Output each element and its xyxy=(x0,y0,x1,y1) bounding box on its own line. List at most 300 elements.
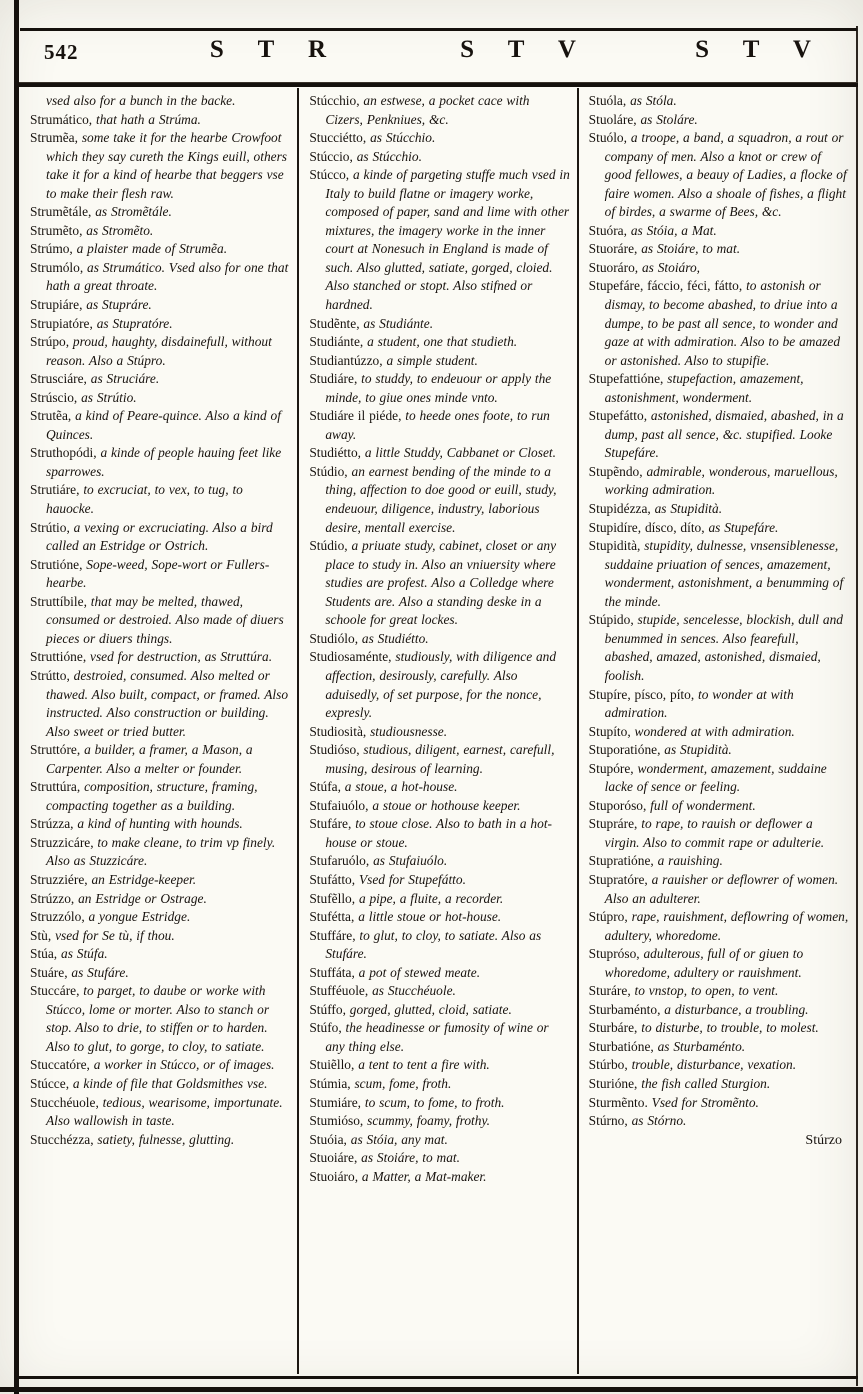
entry-definition: rape, rauishment, deflowring of women, adultery, whoredome. xyxy=(604,909,849,943)
entry-headword: Stúffo, xyxy=(309,1001,350,1017)
entry-definition: a rauisher or deflowrer of women. Also an adulterer. xyxy=(604,871,839,906)
dictionary-entry xyxy=(30,296,291,315)
entry-headword: Stúmia, xyxy=(309,1075,355,1091)
dictionary-entry xyxy=(589,111,850,130)
dictionary-entry xyxy=(589,945,850,982)
entry-definition: a pot of stewed meate. xyxy=(358,964,481,980)
entry-headword: Struttióne, xyxy=(30,649,91,665)
dictionary-entry xyxy=(589,1075,850,1094)
dictionary-entry xyxy=(309,352,570,371)
entry-definition: a stoue or hothouse keeper. xyxy=(372,797,521,813)
entry-definition: as Stromẽtále. xyxy=(95,204,172,220)
dictionary-entry xyxy=(30,92,291,111)
entry-definition: a builder, a framer, a Mason, a Carpenter. Also a melter or founder. xyxy=(46,742,253,776)
dictionary-entry xyxy=(30,871,291,890)
dictionary-entry xyxy=(309,166,570,314)
entry-headword: Stúcce, xyxy=(30,1075,73,1091)
entry-definition: gorged, glutted, cloid, satiate. xyxy=(349,1001,512,1017)
entry-definition: a kind of Peare-quince. Also a kind of Quinces. xyxy=(46,408,281,442)
dictionary-entry xyxy=(30,444,291,481)
entry-definition: a kinde of file that Goldsmithes vse. xyxy=(72,1075,268,1091)
entry-headword: Strútto, xyxy=(30,667,74,683)
dictionary-entry xyxy=(589,871,850,908)
column-header-stv-2: S T V xyxy=(695,36,825,63)
entry-definition: as Sturbaménto. xyxy=(657,1038,746,1054)
entry-definition: stupide, sencelesse, blockish, dull and benummed in sences. Also fearefull, abashed, amazed, astonished, dismaied, foolish. xyxy=(604,612,843,683)
entry-headword: Stufátto, xyxy=(309,871,359,887)
entry-headword: Stupẽndo, xyxy=(588,463,647,479)
dictionary-entry xyxy=(30,370,291,389)
dictionary-entry xyxy=(30,1075,291,1094)
entry-headword: Stúfa, xyxy=(309,779,345,795)
entry-definition: a vexing or excruciating. Also a bird called an Estridge or Ostrich. xyxy=(46,519,273,554)
dictionary-entry xyxy=(30,648,291,667)
entry-headword: Strupiáre, xyxy=(30,297,87,313)
entry-headword: Stuporóso, xyxy=(588,797,651,813)
entry-headword: Studẽnte, xyxy=(309,315,364,331)
entry-headword: Stupratióne, xyxy=(588,853,658,869)
entry-headword: Stumiáre, xyxy=(309,1094,365,1110)
entry-headword: Strusciáre, xyxy=(30,371,91,387)
entry-definition: as Stoiáro, xyxy=(641,259,701,275)
dictionary-entry xyxy=(309,129,570,148)
entry-headword: Strutióne, xyxy=(30,556,87,572)
dictionary-entry xyxy=(309,723,570,742)
entry-headword: Strumẽtále, xyxy=(30,204,96,220)
entry-headword: Stufaiuólo, xyxy=(309,797,373,813)
column-header-str: S T R xyxy=(209,36,341,63)
entry-headword: Sturbatióne, xyxy=(588,1038,658,1054)
dictionary-entry xyxy=(589,1038,850,1057)
entry-definition: as Stórno. xyxy=(631,1113,687,1129)
entry-headword: Sturbáre, xyxy=(588,1020,642,1036)
entry-definition: to excruciat, to vex, to tug, to hauocke. xyxy=(46,482,243,517)
dictionary-entry xyxy=(30,982,291,1056)
entry-headword: Stuiẽllo, xyxy=(309,1057,359,1073)
entry-headword: Stumióso, xyxy=(309,1113,368,1129)
entry-definition: admirable, wonderous, maruellous, working admiration. xyxy=(604,463,838,498)
entry-definition: vsed for destruction, as Struttúra. xyxy=(90,649,273,665)
entry-definition: studiously, with diligence and affection, desirously, carefully. Also aduisedly, of set purpose, for the nonce, expresly. xyxy=(325,649,557,721)
entry-headword: Studiánte, xyxy=(309,334,368,350)
dictionary-entry xyxy=(309,407,570,444)
entry-definition: as Stupratóre. xyxy=(96,315,173,331)
entry-headword: Strúscio, xyxy=(30,389,82,405)
entry-definition: a priuate study, cabinet, closet or any place to study in. Also an vniuersity where studies are profest. Also a Colledge where Students are. Also a standing deske in a schoole for great lockes. xyxy=(325,538,557,628)
dictionary-entry xyxy=(30,111,291,130)
entry-definition: that may be melted, thawed, consumed or destroied. Also made of diuers pieces or diuers things. xyxy=(46,593,284,646)
entry-definition: as Stúcchio. xyxy=(356,148,422,164)
entry-headword: Stuóia, xyxy=(309,1131,351,1147)
entry-definition: as Stupidità. xyxy=(664,742,732,758)
dictionary-entry xyxy=(589,129,850,222)
entry-headword: Stuoiáro, xyxy=(309,1168,362,1184)
dictionary-entry xyxy=(30,908,291,927)
header-rule xyxy=(19,82,858,87)
entry-definition: as Stromẽto. xyxy=(86,222,154,238)
entry-headword: Struzziére, xyxy=(30,871,92,887)
entry-headword: Studiáre, xyxy=(309,371,362,387)
entry-headword: Studióso, xyxy=(309,742,364,758)
entry-headword: Stuóla, xyxy=(588,93,631,108)
dictionary-entry xyxy=(30,778,291,815)
entry-definition: satiety, fulnesse, glutting. xyxy=(97,1131,235,1147)
entry-headword: Struttúra, xyxy=(30,779,85,795)
dictionary-entry xyxy=(589,982,850,1001)
entry-headword: Stuffáta, xyxy=(309,964,359,980)
dictionary-entry xyxy=(589,1094,850,1113)
entry-headword: Strumólo, xyxy=(30,259,88,275)
entry-definition: to stoue close. Also to bath in a hot-house or stoue. xyxy=(325,816,552,850)
entry-definition: to scum, to fome, to froth. xyxy=(364,1094,505,1110)
entry-headword: Stupefátto, xyxy=(588,408,651,424)
dictionary-entry xyxy=(589,908,850,945)
entry-definition: a little stoue or hot-house. xyxy=(358,909,502,925)
entry-definition: as Strútio. xyxy=(81,389,137,405)
entry-headword: Strumẽto, xyxy=(30,222,87,238)
column-header-stv-1: S T V xyxy=(460,36,590,63)
entry-headword: Stuoiáre, xyxy=(309,1150,362,1166)
entry-headword: Stufétta, xyxy=(309,909,359,925)
entry-headword: Stupefáre, fáccio, féci, fátto, xyxy=(588,278,747,294)
dictionary-entry xyxy=(309,148,570,167)
entry-definition: a disturbance, a troubling. xyxy=(664,1001,809,1017)
text-columns xyxy=(20,88,856,1374)
dictionary-entry xyxy=(589,611,850,685)
dictionary-entry xyxy=(309,315,570,334)
entry-headword: Strutẽa, xyxy=(30,408,76,424)
entry-headword: Strupiatóre, xyxy=(30,315,97,331)
dictionary-entry xyxy=(589,537,850,611)
dictionary-entry xyxy=(589,407,850,463)
entry-definition: vsed for Se tù, if thou. xyxy=(55,927,175,943)
entry-definition: wonderment, amazement, suddaine lacke of sence or feeling. xyxy=(604,760,827,795)
entry-definition: stupidity, dulnesse, vnsensiblenesse, suddaine priuation of sences, amazement, wonderment, astonishment, a benumming of the minde. xyxy=(604,538,844,609)
dictionary-entry xyxy=(30,964,291,983)
entry-headword: Struzzicáre, xyxy=(30,834,98,850)
column-3 xyxy=(577,88,856,1374)
dictionary-entry xyxy=(30,203,291,222)
dictionary-entry xyxy=(309,1168,570,1187)
dictionary-entry xyxy=(30,333,291,370)
entry-definition: a troope, a band, a squadron, a rout or company of men. Also a knot or crew of good fellowes, a beauy of Ladies, a flocke of faire women. Also a shoale of fishes, a flight of birdes, a swarme of Bees, &c. xyxy=(604,130,847,220)
dictionary-entry xyxy=(589,259,850,278)
entry-headword: Stuffáre, xyxy=(309,927,360,943)
dictionary-entry xyxy=(309,1001,570,1020)
dictionary-entry xyxy=(309,333,570,352)
entry-definition: as Stúcchio. xyxy=(370,130,436,146)
entry-definition: an Estridge-keeper. xyxy=(91,871,197,887)
dictionary-entry xyxy=(589,222,850,241)
entry-headword: Sturióne, xyxy=(588,1075,642,1091)
dictionary-entry xyxy=(589,1001,850,1020)
entry-headword: Stuporatióne, xyxy=(588,742,665,758)
dictionary-entry xyxy=(30,240,291,259)
entry-headword: Stúdio, xyxy=(309,538,352,554)
entry-definition: to astonish or dismay, to become abashed, to driue into a dumpe, to be past all sence, to wonder and gaze at with admiration. Also to be amazed or astonished. Also to stupifie. xyxy=(604,278,841,368)
entry-headword: Studiantúzzo, xyxy=(309,352,387,368)
entry-headword: Strúmo, xyxy=(30,241,77,257)
entry-headword: Stupíto, xyxy=(588,723,635,739)
entry-headword: Stuoráre, xyxy=(588,241,642,257)
left-border-rule xyxy=(14,0,19,1394)
entry-definition: to wonder at with admiration. xyxy=(604,686,794,721)
dictionary-entry xyxy=(589,723,850,742)
entry-definition: as Stupefáre. xyxy=(708,519,779,535)
entry-definition: to make cleane, to trim vp finely. Also as Stuzzicáre. xyxy=(46,834,276,869)
entry-headword: Strúzzo, xyxy=(30,890,79,906)
dictionary-entry xyxy=(30,593,291,649)
entry-definition: a rauishing. xyxy=(657,853,723,869)
entry-definition: as Struciáre. xyxy=(90,371,160,387)
entry-headword: Stuóra, xyxy=(588,222,631,238)
dictionary-entry xyxy=(309,964,570,983)
entry-definition: a kinde of pargeting stuffe much vsed in Italy to build flatne or imagery worke, composed of paper, sand and lime with other mixtures, the imagery worke in the inner court at Nonesuch in England is made of such. Also glutted, satiate, gorged, cloied. Also stanched or stopt. Also stifned or hardned. xyxy=(325,167,570,313)
dictionary-entry xyxy=(589,92,850,111)
entry-definition: as Stóla. xyxy=(630,93,677,108)
entry-definition: studiousnesse. xyxy=(370,723,448,739)
entry-headword: Stúcchio, xyxy=(309,93,364,108)
entry-headword: Strúpo, xyxy=(30,334,73,350)
page-header xyxy=(20,30,857,82)
dictionary-entry xyxy=(30,129,291,203)
dictionary-entry xyxy=(309,444,570,463)
entry-headword: Stucciétto, xyxy=(309,130,371,146)
entry-definition: to vnstop, to open, to vent. xyxy=(634,983,779,999)
dictionary-entry xyxy=(309,370,570,407)
entry-headword: Strumẽa, xyxy=(30,130,82,146)
entry-definition: full of wonderment. xyxy=(650,797,756,813)
entry-definition: a simple student. xyxy=(386,352,478,368)
entry-definition: Vsed for Stupefátto. xyxy=(358,871,466,887)
entry-headword: Stupidità, xyxy=(588,538,645,554)
entry-headword: Stupidézza, xyxy=(588,501,655,517)
dictionary-entry xyxy=(309,1112,570,1131)
dictionary-entry xyxy=(30,667,291,741)
dictionary-entry xyxy=(30,834,291,871)
entry-definition: scum, fome, froth. xyxy=(354,1075,452,1091)
entry-definition: to disturbe, to trouble, to molest. xyxy=(641,1020,819,1036)
bottom-rule-outer xyxy=(0,1387,863,1392)
entry-definition: scummy, foamy, frothy. xyxy=(367,1113,490,1129)
dictionary-entry xyxy=(309,537,570,630)
entry-definition: as Stóia, a Mat. xyxy=(630,222,717,238)
entry-headword: Stufféuole, xyxy=(309,983,373,999)
entry-definition: as Stóia, any mat. xyxy=(350,1131,448,1147)
dictionary-entry xyxy=(309,741,570,778)
dictionary-entry xyxy=(30,1131,291,1150)
dictionary-entry xyxy=(309,890,570,909)
dictionary-entry xyxy=(309,1094,570,1113)
entry-headword: Stufáre, xyxy=(309,816,356,832)
dictionary-entry xyxy=(309,797,570,816)
entry-headword: Sturáre, xyxy=(588,983,635,999)
entry-headword: Strutiáre, xyxy=(30,482,84,498)
entry-definition: to rape, to rauish or deflower a virgin. Also to commit rape or adulterie. xyxy=(604,816,825,850)
dictionary-entry xyxy=(30,1056,291,1075)
entry-definition: as Stoláre. xyxy=(640,111,698,127)
dictionary-entry xyxy=(309,1056,570,1075)
dictionary-entry xyxy=(589,277,850,370)
entry-headword: Strumático, xyxy=(30,111,96,127)
entry-definition: as Stupráre. xyxy=(86,297,152,313)
entry-definition: proud, haughty, disdainefull, without reason. Also a Stúpro. xyxy=(46,334,272,368)
entry-headword: Stúdio, xyxy=(309,463,352,479)
entry-definition: wondered at with admiration. xyxy=(634,723,795,739)
entry-headword: Stufaruólo, xyxy=(309,853,374,869)
bottom-rule-inner xyxy=(19,1376,858,1379)
entry-definition: to parget, to daube or worke with Stúcco, lome or morter. Also to stanch or stop. Also to drie, to stiffen or to harden. Also to glut, to gorge, to cloy, to satiate. xyxy=(46,983,270,1054)
dictionary-entry xyxy=(589,815,850,852)
dictionary-entry xyxy=(309,815,570,852)
entry-definition: the headinesse or fumosity of wine or any thing else. xyxy=(325,1020,549,1054)
column-1 xyxy=(20,88,297,1374)
dictionary-entry xyxy=(30,890,291,909)
entry-definition: as Strumático. Vsed also for one that hath a great throate. xyxy=(46,259,289,294)
dictionary-entry xyxy=(30,927,291,946)
entry-headword: Struttóre, xyxy=(30,742,85,758)
dictionary-entry xyxy=(30,222,291,241)
entry-headword: Stuoráro, xyxy=(588,259,642,275)
entry-definition: to glut, to cloy, to satiate. Also as Stufáre. xyxy=(325,927,542,962)
dictionary-entry xyxy=(589,741,850,760)
entry-headword: Struttíbile, xyxy=(30,593,91,609)
entry-definition: a little Studdy, Cabbanet or Closet. xyxy=(364,445,556,461)
entry-headword: Stúrbo, xyxy=(588,1057,632,1073)
entry-definition: as Stufaiuólo. xyxy=(373,853,448,869)
entry-definition: some take it for the hearbe Crowfoot which they say cureth the Kings euill, others take it for a kind of hearbe that beggers vse to make their flesh raw. xyxy=(46,130,288,201)
entry-definition: vsed also for a bunch in the backe. xyxy=(46,93,236,108)
dictionary-entry xyxy=(309,778,570,797)
entry-definition: tedious, wearisome, importunate. Also wallowish in taste. xyxy=(46,1094,283,1129)
entry-definition: astonished, dismaied, abashed, in a dump, past all sence, &c. stupified. Looke Stupefáre. xyxy=(604,408,844,461)
entry-headword: Stù, xyxy=(30,927,56,943)
dictionary-entry xyxy=(589,500,850,519)
entry-definition: destroied, consumed. Also melted or thawed. Also built, compact, or framed. Also instructed. Also construction or building. Also sweet or tried butter. xyxy=(46,667,289,739)
dictionary-entry xyxy=(309,1019,570,1056)
entry-headword: Stupóre, xyxy=(588,760,638,776)
entry-definition: as Stucchéuole. xyxy=(372,983,456,999)
entry-headword: Stuoláre, xyxy=(588,111,641,127)
entry-headword: Stuólo, xyxy=(588,130,631,146)
entry-headword: Stúpro, xyxy=(588,909,632,925)
entry-definition: a worker in Stúcco, or of images. xyxy=(93,1057,275,1073)
entry-definition: to heede ones foote, to run away. xyxy=(325,408,550,442)
dictionary-entry xyxy=(30,407,291,444)
entry-headword: Stuccáre, xyxy=(30,983,84,999)
dictionary-entry xyxy=(589,852,850,871)
dictionary-entry xyxy=(30,815,291,834)
entry-headword: Stúcco, xyxy=(309,167,353,183)
dictionary-entry xyxy=(589,519,850,538)
entry-headword: Stupíre, písco, píto, xyxy=(588,686,699,702)
entry-definition: a pipe, a fluite, a recorder. xyxy=(358,890,504,906)
dictionary-entry xyxy=(30,1094,291,1131)
entry-definition: that hath a Strúma. xyxy=(95,111,201,127)
entry-definition: Vsed for Stromẽnto. xyxy=(651,1094,759,1110)
entry-headword: Studiosità, xyxy=(309,723,371,739)
entry-headword: Studiáre il piéde, xyxy=(309,408,406,424)
entry-definition: as Stupidità. xyxy=(654,501,723,517)
entry-headword: Stuáre, xyxy=(30,964,72,980)
entry-headword: Studiétto, xyxy=(309,445,365,461)
entry-definition: the fish called Sturgion. xyxy=(641,1075,771,1091)
dictionary-entry xyxy=(589,370,850,407)
dictionary-entry xyxy=(309,92,570,129)
entry-headword: Stupráre, xyxy=(588,816,642,832)
entry-definition: composition, structure, framing, compacting together as a building. xyxy=(46,779,258,813)
entry-headword: Stúa, xyxy=(30,946,62,962)
entry-headword: Strútio, xyxy=(30,519,74,535)
entry-headword: Stupidíre, dísco, díto, xyxy=(588,519,709,535)
dictionary-entry xyxy=(589,1056,850,1075)
entry-headword: Struthopódi, xyxy=(30,445,101,461)
dictionary-entry xyxy=(589,797,850,816)
entry-headword: Stupróso, xyxy=(588,946,644,962)
dictionary-entry xyxy=(309,630,570,649)
entry-definition: a Matter, a Mat-maker. xyxy=(361,1168,487,1184)
dictionary-entry xyxy=(589,240,850,259)
entry-definition: trouble, disturbance, vexation. xyxy=(631,1057,797,1073)
entry-definition: as Stoiáre, to mat. xyxy=(641,241,741,257)
catchword: Stúrzo xyxy=(805,1132,842,1148)
dictionary-entry xyxy=(589,686,850,723)
entry-headword: Stúpido, xyxy=(588,612,638,628)
entry-headword: Sturmẽnto. xyxy=(588,1094,652,1110)
entry-definition: a plaister made of Strumẽa. xyxy=(76,241,228,257)
dictionary-entry xyxy=(30,389,291,408)
dictionary-entry xyxy=(30,259,291,296)
entry-headword: Stufẽllo, xyxy=(309,890,359,906)
dictionary-entry xyxy=(309,463,570,537)
entry-definition: an estwese, a pocket cace with Cizers, Penkniues, &c. xyxy=(325,93,530,127)
dictionary-entry xyxy=(309,852,570,871)
entry-definition: stupefaction, amazement, astonishment, wonderment. xyxy=(604,371,804,405)
entry-definition: as Studiánte. xyxy=(363,315,434,331)
entry-definition: as Stufáre. xyxy=(71,964,129,980)
dictionary-entry xyxy=(309,1075,570,1094)
entry-headword: Stúrno, xyxy=(588,1113,632,1129)
dictionary-entry xyxy=(309,982,570,1001)
entry-definition: as Stoiáre, to mat. xyxy=(361,1150,460,1166)
entry-definition: a student, one that studieth. xyxy=(367,334,518,350)
entry-headword: Struzzólo, xyxy=(30,909,89,925)
dictionary-entry xyxy=(309,908,570,927)
entry-definition: a yongue Estridge. xyxy=(88,909,191,925)
dictionary-entry xyxy=(30,741,291,778)
entry-headword: Stucchéuole, xyxy=(30,1094,103,1110)
entry-definition: as Stúfa. xyxy=(61,946,108,962)
dictionary-entry xyxy=(30,945,291,964)
entry-headword: Stúfo, xyxy=(309,1020,346,1036)
dictionary-entry xyxy=(589,463,850,500)
entry-headword: Stupratóre, xyxy=(588,871,652,887)
entry-definition: as Studiétto. xyxy=(361,630,429,646)
entry-headword: Stuccatóre, xyxy=(30,1057,94,1073)
entry-definition: a kinde of people hauing feet like sparrowes. xyxy=(46,445,282,479)
entry-definition: adulterous, full of or giuen to whoredome, adultery or rauishment. xyxy=(604,946,804,980)
dictionary-entry xyxy=(309,648,570,722)
entry-headword: Stúccio, xyxy=(309,148,357,164)
column-2 xyxy=(297,88,576,1374)
dictionary-entry xyxy=(309,1149,570,1168)
entry-headword: Stupefattióne, xyxy=(588,371,668,387)
entry-definition: a kind of hunting with hounds. xyxy=(77,816,243,832)
dictionary-entry xyxy=(30,556,291,593)
entry-definition: a tent to tent a fire with. xyxy=(358,1057,490,1073)
dictionary-entry xyxy=(309,871,570,890)
entry-definition: Sope-weed, Sope-wort or Fullers-hearbe. xyxy=(46,556,270,591)
